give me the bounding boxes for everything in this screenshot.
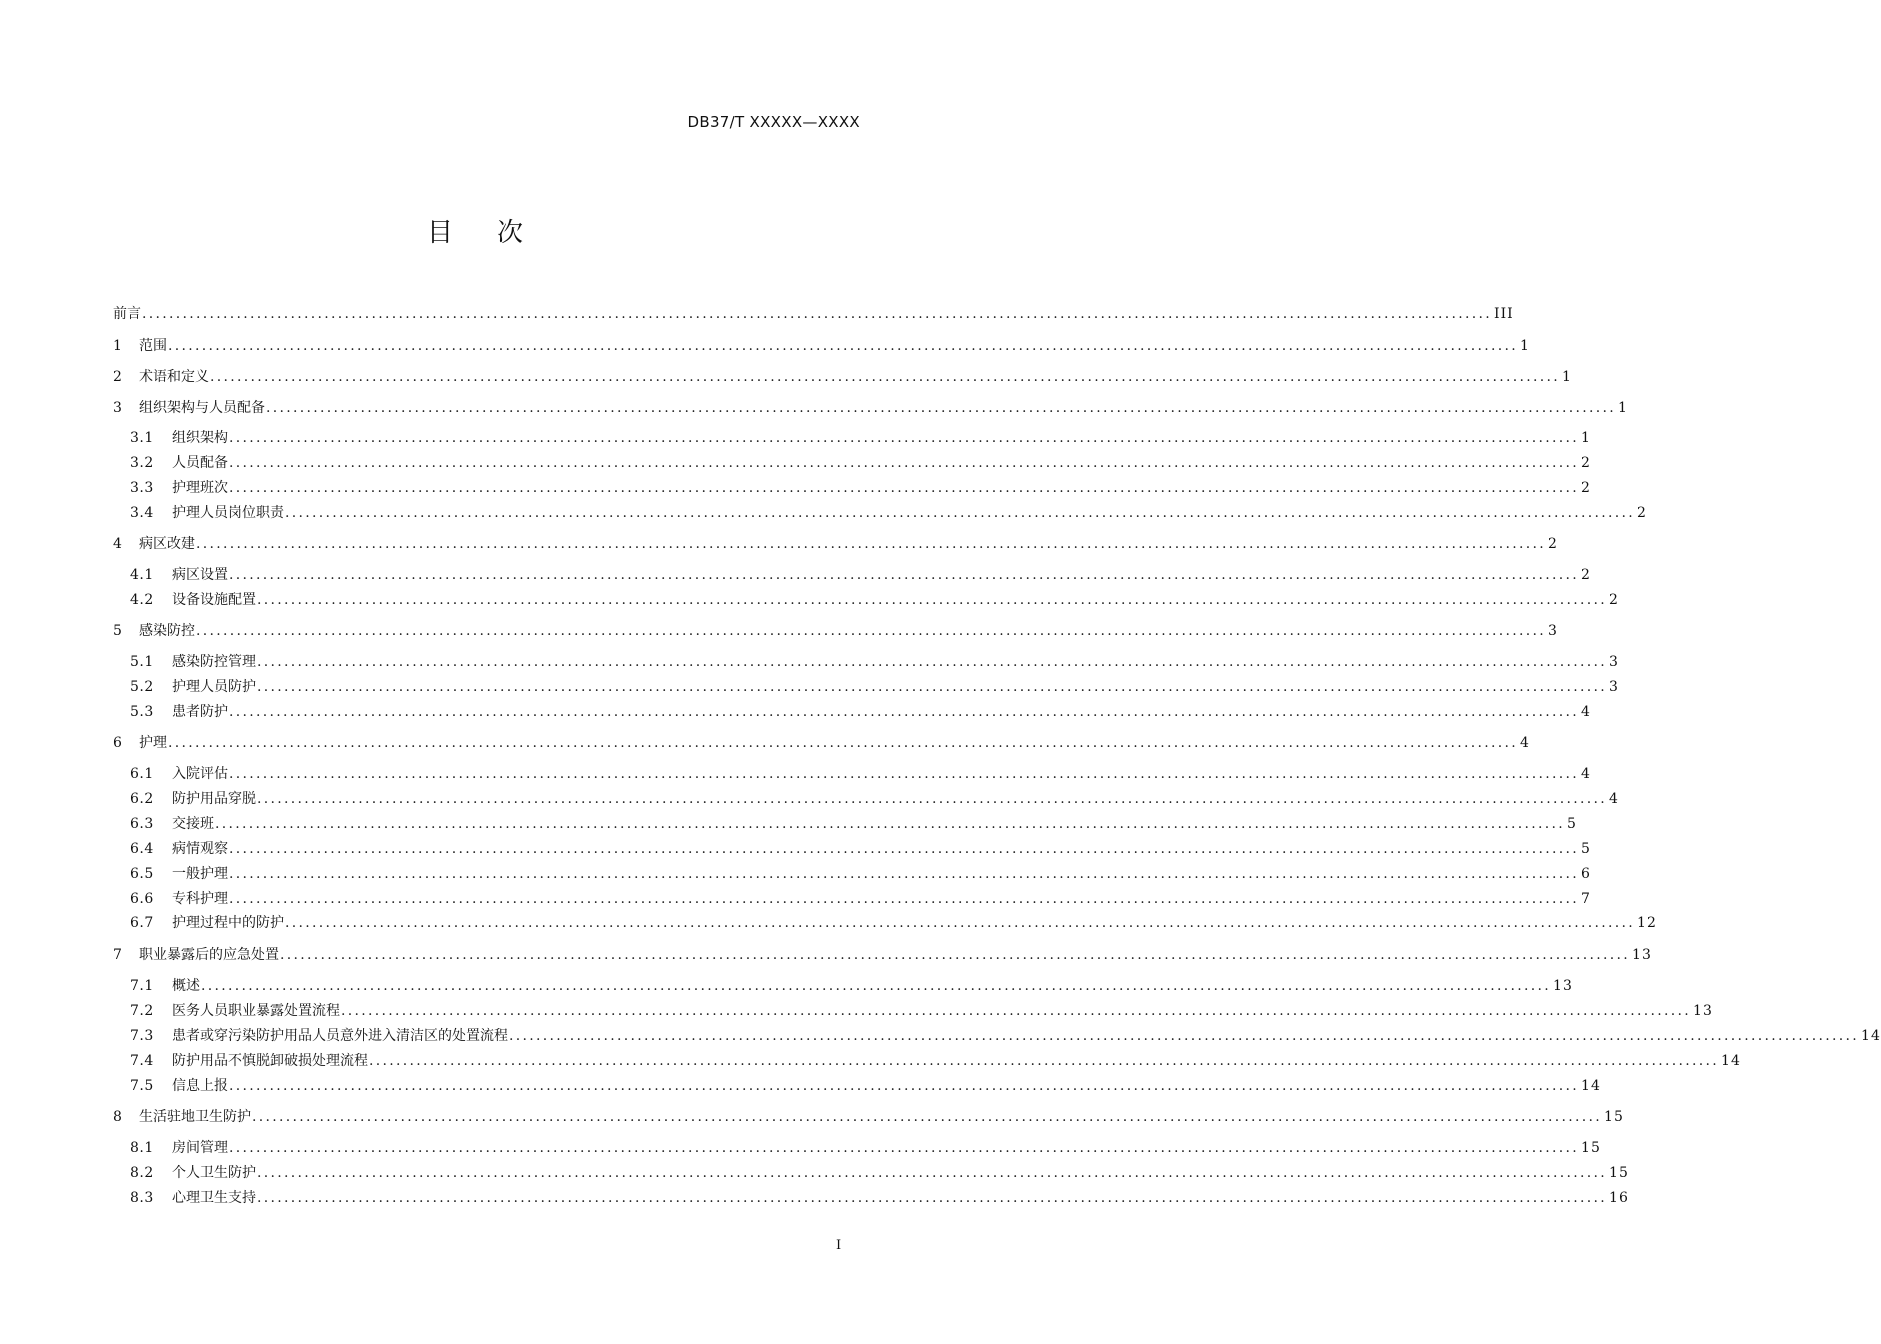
toc-leader-dots: ........................................................................................................................................................................................................ bbox=[266, 400, 1617, 416]
toc-leader-dots: ........................................................................................................................................................................................................ bbox=[196, 536, 1547, 552]
toc-leader-dots: ........................................................................................................................................................................................................ bbox=[215, 816, 1566, 832]
toc-entry[interactable] bbox=[130, 590, 1619, 610]
toc-leader-dots: ........................................................................................................................................................................................................ bbox=[509, 1028, 1860, 1044]
toc-entry-title: 职业暴露后的应急处置 bbox=[139, 947, 279, 963]
toc-title bbox=[0, 212, 950, 249]
toc-entry-title: 房间管理 bbox=[172, 1140, 228, 1156]
toc-entry-number: 6.3 bbox=[130, 816, 154, 832]
toc-entry-number: 6.5 bbox=[130, 866, 154, 882]
toc-entry[interactable] bbox=[130, 428, 1591, 448]
toc-leader-dots: ........................................................................................................................................................................................................ bbox=[285, 915, 1636, 931]
toc-entry[interactable] bbox=[113, 1107, 1624, 1127]
toc-leader-dots: ........................................................................................................................................................................................................ bbox=[252, 1109, 1603, 1125]
toc-entry-page: 15 bbox=[1581, 1140, 1601, 1156]
toc-entry[interactable] bbox=[130, 889, 1591, 909]
toc-entry-page: 15 bbox=[1604, 1109, 1624, 1125]
toc-entry-page: 16 bbox=[1609, 1190, 1629, 1206]
toc-entry-page: III bbox=[1494, 306, 1514, 322]
toc-entry-title: 患者防护 bbox=[172, 704, 228, 720]
toc-entry-number: 8.3 bbox=[130, 1190, 154, 1206]
toc-entry-number: 7.5 bbox=[130, 1078, 154, 1094]
toc-entry-title: 设备设施配置 bbox=[172, 592, 256, 608]
toc-entry-title: 交接班 bbox=[172, 816, 214, 832]
toc-entry[interactable] bbox=[113, 304, 1514, 324]
toc-title-char-2: 次 bbox=[497, 218, 524, 248]
toc-entry[interactable] bbox=[130, 864, 1591, 884]
toc-entry-page: 4 bbox=[1581, 704, 1591, 720]
toc-entry-number: 5.3 bbox=[130, 704, 154, 720]
toc-leader-dots: ........................................................................................................................................................................................................ bbox=[369, 1053, 1720, 1069]
toc-entry-number: 4.1 bbox=[130, 567, 154, 583]
toc-entry-number: 6.7 bbox=[130, 915, 154, 931]
toc-entry-number: 4.2 bbox=[130, 592, 154, 608]
toc-entry-title: 生活驻地卫生防护 bbox=[139, 1109, 251, 1125]
toc-entry-title: 护理人员防护 bbox=[172, 679, 256, 695]
toc-leader-dots: ........................................................................................................................................................................................................ bbox=[257, 1190, 1608, 1206]
toc-leader-dots: ........................................................................................................................................................................................................ bbox=[257, 791, 1608, 807]
toc-entry-page: 1 bbox=[1581, 430, 1591, 446]
toc-entry-page: 4 bbox=[1520, 735, 1530, 751]
toc-leader-dots: ........................................................................................................................................................................................................ bbox=[257, 679, 1608, 695]
toc-leader-dots: ........................................................................................................................................................................................................ bbox=[229, 1140, 1580, 1156]
toc-entry-page: 13 bbox=[1632, 947, 1652, 963]
toc-leader-dots: ........................................................................................................................................................................................................ bbox=[229, 567, 1580, 583]
toc-entry-page: 2 bbox=[1637, 505, 1647, 521]
toc-entry-title: 病情观察 bbox=[172, 841, 228, 857]
toc-entry-page: 4 bbox=[1609, 791, 1619, 807]
toc-entry-title: 信息上报 bbox=[172, 1078, 228, 1094]
toc-entry-number: 8.1 bbox=[130, 1140, 154, 1156]
toc-entry-number: 3.3 bbox=[130, 480, 154, 496]
toc-entry-page: 12 bbox=[1637, 915, 1657, 931]
toc-entry-page: 1 bbox=[1618, 400, 1628, 416]
toc-entry[interactable] bbox=[130, 1076, 1601, 1096]
toc-entry-number: 3.4 bbox=[130, 505, 154, 521]
toc-entry-title: 术语和定义 bbox=[139, 369, 209, 385]
toc-entry-page: 13 bbox=[1693, 1003, 1713, 1019]
toc-leader-dots: ........................................................................................................................................................................................................ bbox=[196, 623, 1547, 639]
toc-leader-dots: ........................................................................................................................................................................................................ bbox=[201, 978, 1552, 994]
toc-leader-dots: ........................................................................................................................................................................................................ bbox=[229, 1078, 1580, 1094]
toc-entry[interactable] bbox=[130, 814, 1577, 834]
toc-entry-page: 6 bbox=[1581, 866, 1591, 882]
toc-entry[interactable] bbox=[130, 1138, 1601, 1158]
toc-entry-page: 1 bbox=[1562, 369, 1572, 385]
toc-leader-dots: ........................................................................................................................................................................................................ bbox=[285, 505, 1636, 521]
toc-entry[interactable] bbox=[113, 534, 1558, 554]
toc-entry-title: 感染防控管理 bbox=[172, 654, 256, 670]
toc-entry-number: 4 bbox=[113, 536, 122, 552]
toc-leader-dots: ........................................................................................................................................................................................................ bbox=[229, 704, 1580, 720]
toc-leader-dots: ........................................................................................................................................................................................................ bbox=[142, 306, 1493, 322]
toc-entry[interactable] bbox=[130, 478, 1591, 498]
toc-entry-title: 护理过程中的防护 bbox=[172, 915, 284, 931]
toc-entry-title: 心理卫生支持 bbox=[172, 1190, 256, 1206]
toc-entry-title: 感染防控 bbox=[139, 623, 195, 639]
toc-leader-dots: ........................................................................................................................................................................................................ bbox=[210, 369, 1561, 385]
toc-entry-page: 2 bbox=[1581, 480, 1591, 496]
toc-entry-title: 护理 bbox=[139, 735, 167, 751]
toc-entry-title: 组织架构与人员配备 bbox=[139, 400, 265, 416]
toc-leader-dots: ........................................................................................................................................................................................................ bbox=[280, 947, 1631, 963]
toc-entry-page: 4 bbox=[1581, 766, 1591, 782]
toc-entry-title: 防护用品穿脱 bbox=[172, 791, 256, 807]
toc-entry-title: 一般护理 bbox=[172, 866, 228, 882]
toc-entry[interactable] bbox=[130, 976, 1573, 996]
toc-entry-title: 专科护理 bbox=[172, 891, 228, 907]
toc-entry-number: 5.1 bbox=[130, 654, 154, 670]
toc-entry-page: 14 bbox=[1581, 1078, 1601, 1094]
toc-entry[interactable] bbox=[113, 398, 1628, 418]
toc-leader-dots: ........................................................................................................................................................................................................ bbox=[229, 866, 1580, 882]
toc-entry-number: 6.6 bbox=[130, 891, 154, 907]
toc-entry-title: 医务人员职业暴露处置流程 bbox=[172, 1003, 340, 1019]
toc-entry-number: 6.2 bbox=[130, 791, 154, 807]
toc-entry-title: 个人卫生防护 bbox=[172, 1165, 256, 1181]
toc-entry[interactable] bbox=[130, 503, 1647, 523]
toc-entry[interactable] bbox=[130, 702, 1591, 722]
toc-entry-page: 14 bbox=[1861, 1028, 1881, 1044]
toc-leader-dots: ........................................................................................................................................................................................................ bbox=[257, 592, 1608, 608]
toc-entry-page: 3 bbox=[1609, 654, 1619, 670]
toc-entry[interactable] bbox=[113, 336, 1530, 356]
toc-entry[interactable] bbox=[113, 621, 1558, 641]
toc-entry-title: 防护用品不慎脱卸破损处理流程 bbox=[172, 1053, 368, 1069]
toc-entry[interactable] bbox=[130, 789, 1619, 809]
toc-entry[interactable] bbox=[130, 1001, 1713, 1021]
toc-entry[interactable] bbox=[130, 1188, 1629, 1208]
toc-entry[interactable] bbox=[130, 677, 1619, 697]
toc-entry-title: 前言 bbox=[113, 306, 141, 322]
toc-entry-number: 5 bbox=[113, 623, 122, 639]
toc-entry-page: 1 bbox=[1520, 338, 1530, 354]
toc-entry-number: 1 bbox=[113, 338, 122, 354]
toc-leader-dots: ........................................................................................................................................................................................................ bbox=[168, 735, 1519, 751]
toc-entry-number: 3.2 bbox=[130, 455, 154, 471]
toc-entry-page: 13 bbox=[1553, 978, 1573, 994]
document-code: DB37/T XXXXX—XXXX bbox=[687, 113, 860, 131]
toc-entry-number: 7.4 bbox=[130, 1053, 154, 1069]
toc-entry-page: 2 bbox=[1548, 536, 1558, 552]
toc-leader-dots: ........................................................................................................................................................................................................ bbox=[229, 766, 1580, 782]
toc-entry[interactable] bbox=[130, 913, 1657, 933]
toc-leader-dots: ........................................................................................................................................................................................................ bbox=[168, 338, 1519, 354]
toc-entry-number: 3 bbox=[113, 400, 122, 416]
toc-leader-dots: ........................................................................................................................................................................................................ bbox=[257, 654, 1608, 670]
toc-entry-title: 护理班次 bbox=[172, 480, 228, 496]
toc-entry-page: 7 bbox=[1581, 891, 1591, 907]
toc-entry-title: 护理人员岗位职责 bbox=[172, 505, 284, 521]
toc-entry-number: 7 bbox=[113, 947, 122, 963]
toc-entry[interactable] bbox=[130, 652, 1619, 672]
toc-entry[interactable] bbox=[113, 367, 1572, 387]
footer-page-number: I bbox=[836, 1238, 842, 1253]
toc-entry-number: 7.1 bbox=[130, 978, 154, 994]
toc-entry-page: 15 bbox=[1609, 1165, 1629, 1181]
toc-entry-title: 组织架构 bbox=[172, 430, 228, 446]
toc-entry-number: 5.2 bbox=[130, 679, 154, 695]
toc-entry[interactable] bbox=[130, 1163, 1629, 1183]
toc-entry[interactable] bbox=[130, 1026, 1881, 1046]
toc-entry-title: 患者或穿污染防护用品人员意外进入清洁区的处置流程 bbox=[172, 1028, 508, 1044]
toc-entry-number: 8 bbox=[113, 1109, 122, 1125]
toc-entry-page: 5 bbox=[1581, 841, 1591, 857]
toc-entry-number: 8.2 bbox=[130, 1165, 154, 1181]
toc-entry-page: 2 bbox=[1609, 592, 1619, 608]
toc-entry[interactable] bbox=[130, 1051, 1741, 1071]
toc-entry-page: 2 bbox=[1581, 455, 1591, 471]
toc-leader-dots: ........................................................................................................................................................................................................ bbox=[257, 1165, 1608, 1181]
toc-entry-title: 入院评估 bbox=[172, 766, 228, 782]
toc-entry-title: 病区改建 bbox=[139, 536, 195, 552]
toc-entry[interactable] bbox=[130, 839, 1591, 859]
toc-title-char-1: 目 bbox=[426, 218, 453, 248]
toc-entry-page: 2 bbox=[1581, 567, 1591, 583]
toc-entry-page: 14 bbox=[1721, 1053, 1741, 1069]
toc-leader-dots: ........................................................................................................................................................................................................ bbox=[341, 1003, 1692, 1019]
toc-entry-number: 6.4 bbox=[130, 841, 154, 857]
toc-leader-dots: ........................................................................................................................................................................................................ bbox=[229, 430, 1580, 446]
toc-leader-dots: ........................................................................................................................................................................................................ bbox=[229, 891, 1580, 907]
toc-entry-page: 3 bbox=[1548, 623, 1558, 639]
toc-entry-number: 7.3 bbox=[130, 1028, 154, 1044]
toc-entry-page: 5 bbox=[1567, 816, 1577, 832]
toc-entry[interactable] bbox=[113, 945, 1652, 965]
toc-entry-title: 病区设置 bbox=[172, 567, 228, 583]
toc-leader-dots: ........................................................................................................................................................................................................ bbox=[229, 841, 1580, 857]
toc-entry[interactable] bbox=[130, 565, 1591, 585]
toc-entry[interactable] bbox=[113, 733, 1530, 753]
toc-entry[interactable] bbox=[130, 453, 1591, 473]
toc-leader-dots: ........................................................................................................................................................................................................ bbox=[229, 455, 1580, 471]
toc-entry[interactable] bbox=[130, 764, 1591, 784]
toc-entry-number: 7.2 bbox=[130, 1003, 154, 1019]
toc-entry-page: 3 bbox=[1609, 679, 1619, 695]
toc-entry-number: 6.1 bbox=[130, 766, 154, 782]
toc-entry-number: 6 bbox=[113, 735, 122, 751]
toc-entry-title: 人员配备 bbox=[172, 455, 228, 471]
toc-entry-title: 概述 bbox=[172, 978, 200, 994]
toc-entry-number: 3.1 bbox=[130, 430, 154, 446]
toc-entry-number: 2 bbox=[113, 369, 122, 385]
toc-entry-title: 范围 bbox=[139, 338, 167, 354]
toc-leader-dots: ........................................................................................................................................................................................................ bbox=[229, 480, 1580, 496]
